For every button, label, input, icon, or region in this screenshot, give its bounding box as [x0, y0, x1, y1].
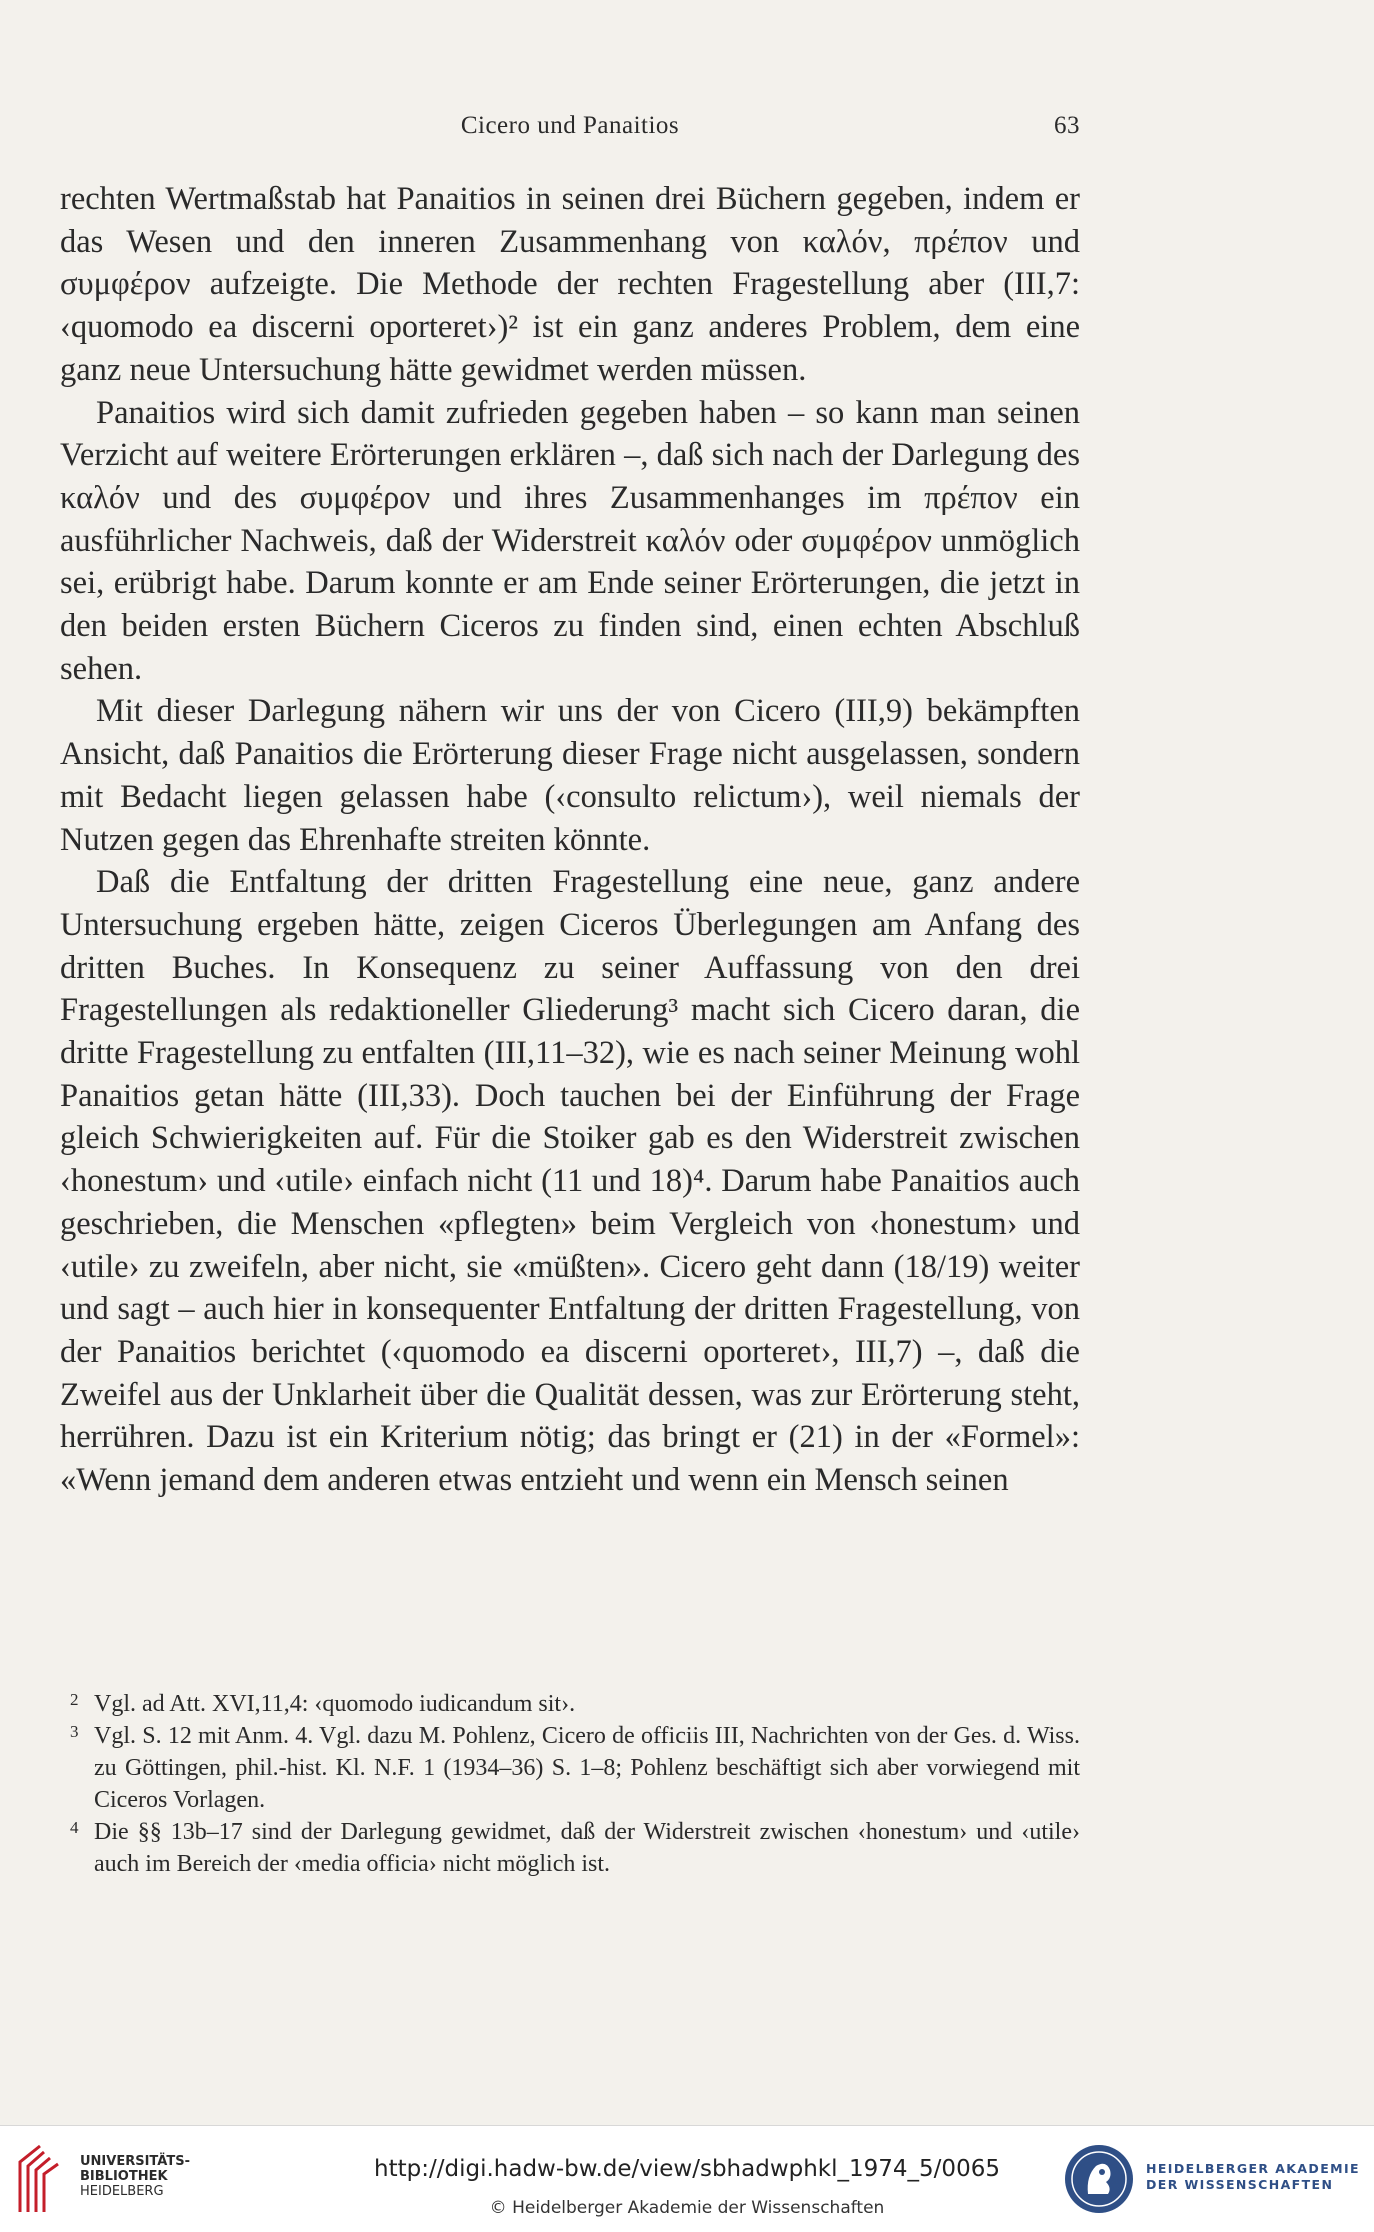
footnote	[60, 1816, 1080, 1880]
digitization-footer	[0, 2125, 1374, 2232]
footnote-text: Die §§ 13b–17 sind der Darlegung gewidmet, daß der Widerstreit zwischen ‹honestum› und ‹utile› auch im Bereich der ‹media officia› nicht möglich ist.	[94, 1819, 1080, 1877]
footnote-text: Vgl. S. 12 mit Anm. 4. Vgl. dazu M. Pohlenz, Cicero de officiis III, Nachrichten von der Ges. d. Wiss. zu Göttingen, phil.-hist. Kl. N.F. 1 (1934–36) S. 1–8; Pohlenz beschäftigt sich aber vorwiegend mit Ciceros Vorlagen.	[94, 1723, 1080, 1813]
footnote-mark: 2	[70, 1690, 79, 1709]
footnote-mark: 4	[70, 1818, 79, 1837]
paragraph: Daß die Entfaltung der dritten Fragestellung eine neue, ganz andere Untersuchung ergeben hätte, zeigen Ciceros Überlegungen am Anfang des dritten Buches. In Konsequenz zu seiner Auffassung von den drei Fragestellungen als redaktioneller Gliederung³ macht sich Cicero daran, die dritte Fragestellung zu entfalten (III,11–32), wie es nach seiner Meinung wohl Panaitios getan hätte (III,33). Doch tauchen bei der Einführung der Frage gleich Schwierigkeiten auf. Für die Stoiker gab es den Widerstreit zwischen ‹honestum› und ‹utile› einfach nicht (11 und 18)⁴. Darum habe Panaitios auch geschrieben, die Menschen «pflegten» beim Vergleich von ‹honestum› und ‹utile› zu zweifeln, aber nicht, sie «müßten». Cicero geht dann (18/19) weiter und sagt – auch hier in konsequenter Entfaltung der dritten Fragestellung, von der Panaitios berichtet (‹quomodo ea discerni oporteret›, III,7) –, daß die Zweifel aus der Unklarheit über die Qualität dessen, was zur Erörterung steht, herrühren. Dazu ist ein Kriterium nötig; das bringt er (21) in der «Formel»: «Wenn jemand dem anderen etwas entzieht und wenn ein Mensch seinen	[60, 864, 1080, 1499]
paragraph: Mit dieser Darlegung nähern wir uns der von Cicero (III,9) bekämpften Ansicht, daß Panaitios die Erörterung dieser Frage nicht ausgelassen, sondern mit Bedacht liegen gelassen habe (‹consulto relictum›), weil niemals der Nutzen gegen das Ehrenhafte streiten könnte.	[60, 693, 1080, 858]
permalink-url[interactable]: http://digi.hadw-bw.de/view/sbhadwphkl_1974_5/0065	[374, 2156, 1000, 2182]
academy-name: HEIDELBERGER AKADEMIE DER WISSENSCHAFTEN	[1146, 2161, 1360, 2192]
footnote-mark: 3	[70, 1722, 79, 1741]
university-library-name: UNIVERSITÄTS- BIBLIOTHEK HEIDELBERG	[80, 2154, 190, 2199]
footnote-text: Vgl. ad Att. XVI,11,4: ‹quomodo iudicandum sit›.	[94, 1691, 576, 1717]
copyright-notice: © Heidelberger Akademie der Wissenschaften	[489, 2198, 885, 2218]
footnote	[60, 1688, 1080, 1720]
running-head	[60, 112, 1080, 148]
page-number: 63	[1054, 112, 1080, 139]
body-text	[60, 178, 1080, 1502]
paragraph: rechten Wertmaßstab hat Panaitios in seinen drei Büchern gegeben, indem er das Wesen und den inneren Zusammenhang von καλόν, πρέπον und συμφέρον aufzeigte. Die Methode der rechten Fragestellung aber (III,7: ‹quomodo ea discerni oporteret›)² ist ein ganz anderes Problem, dem eine ganz neue Untersuchung hätte gewidmet werden müssen.	[60, 181, 1080, 388]
footnote	[60, 1720, 1080, 1816]
footnotes	[60, 1688, 1080, 1880]
running-title: Cicero und Panaitios	[460, 112, 680, 139]
paragraph: Panaitios wird sich damit zufrieden gegeben haben – so kann man seinen Verzicht auf weitere Erörterungen erklären –, daß sich nach der Darlegung des καλόν und des συμφέρον und ihres Zusammenhanges im πρέπον ein ausführlicher Nachweis, daß der Widerstreit καλόν oder συμφέρον unmöglich sei, erübrigt habe. Darum konnte er am Ende seiner Erörterungen, die jetzt in den beiden ersten Büchern Ciceros zu finden sind, einen echten Abschluß sehen.	[60, 394, 1080, 687]
academy-seal-icon	[1062, 2142, 1136, 2216]
